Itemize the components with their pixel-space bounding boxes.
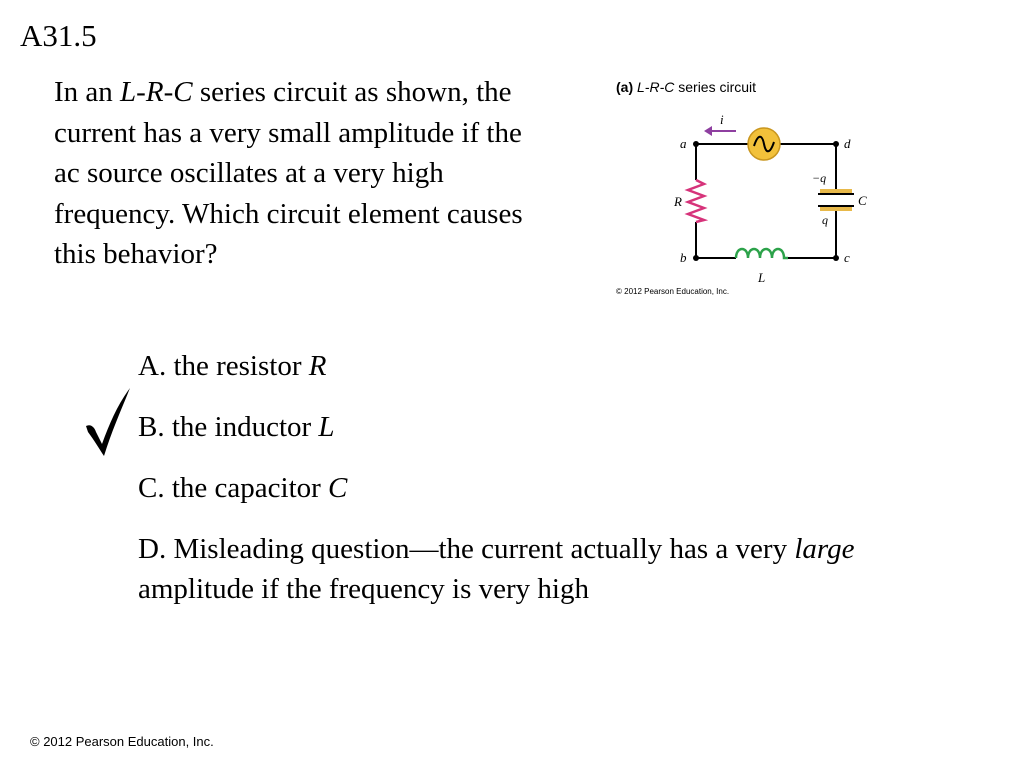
resistor-label: R [674, 194, 682, 209]
figure-credit: © 2012 Pearson Education, Inc. [616, 287, 730, 296]
node-b-label: b [680, 250, 687, 265]
answer-b[interactable]: B. the inductor L [138, 411, 335, 443]
current-arrow-icon [704, 126, 736, 136]
ac-source-icon [748, 128, 780, 160]
capacitor-label: C [858, 193, 867, 208]
slide-id: A31.5 [20, 18, 97, 53]
answer-a[interactable]: A. the resistor R [138, 350, 327, 382]
capacitor-icon [818, 189, 854, 211]
resistor-icon [688, 180, 704, 222]
answer-d[interactable]: D. Misleading question—the current actually has a very large amplitude if the frequency is very high [138, 533, 855, 605]
question-text: In an L-R-C series circuit as shown, the current has a very small amplitude if the ac source oscillates at a very high frequency. Which circuit element causes this behavior? [54, 76, 523, 270]
lrc-circuit-diagram [612, 74, 892, 304]
checkmark-icon [84, 386, 132, 458]
node-a-label: a [680, 136, 687, 151]
circuit-wires [696, 144, 836, 258]
node-c-label: c [844, 250, 850, 265]
charge-pos-label: q [822, 213, 828, 227]
charge-neg-label: −q [812, 171, 827, 185]
current-label: i [720, 112, 724, 127]
answer-c[interactable]: C. the capacitor C [138, 472, 348, 504]
figure-label: (a) L-R-C series circuit [616, 79, 757, 95]
answer-list [138, 346, 938, 609]
inductor-label: L [758, 270, 766, 285]
copyright-footer: © 2012 Pearson Education, Inc. [30, 734, 214, 749]
inductor-icon [736, 249, 788, 258]
node-d-label: d [844, 136, 851, 151]
